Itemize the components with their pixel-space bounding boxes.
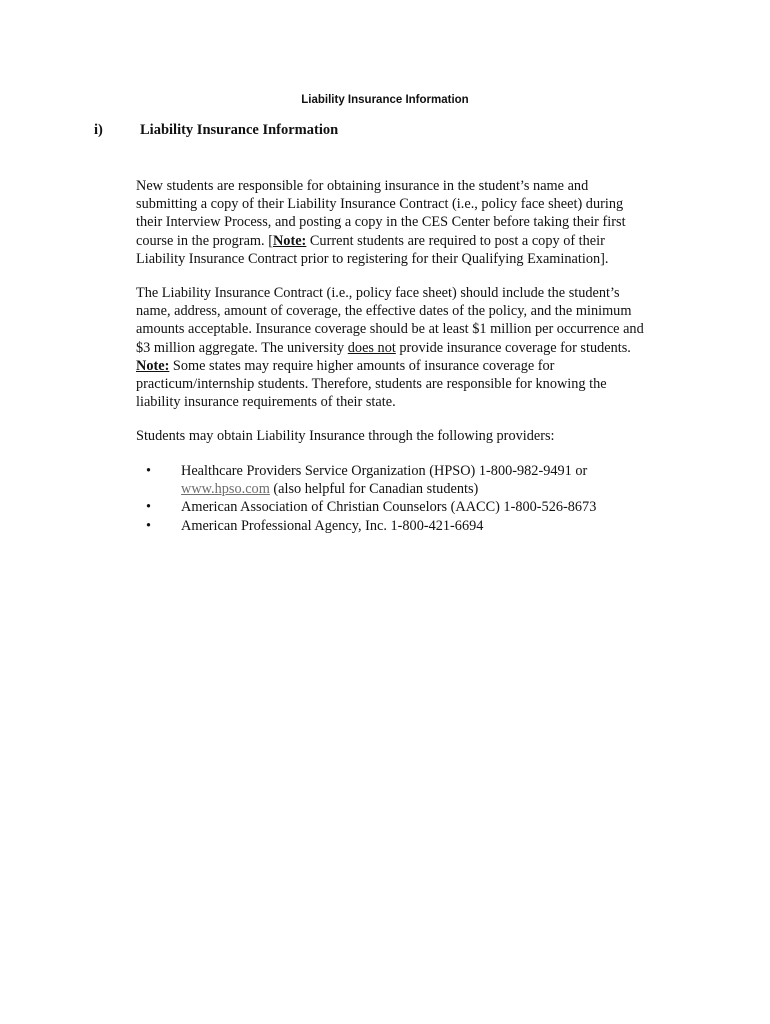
- bullet-icon: •: [146, 517, 152, 534]
- paragraph-line: their Interview Process, and posting a copy in the CES Center before taking their first: [136, 214, 626, 231]
- provider-list: [136, 462, 596, 535]
- paragraph-new-students: [136, 177, 696, 268]
- paragraph-line: [136, 232, 696, 250]
- text-fragment: Some states may require higher amounts of insurance coverage for: [169, 357, 555, 374]
- note-label: Note:: [136, 357, 170, 374]
- paragraph-line: The Liability Insurance Contract (i.e., policy face sheet) should include the student’s: [136, 285, 620, 301]
- text-fragment: Current students are required to post a copy of their: [306, 232, 605, 249]
- paragraph-line: submitting a copy of their Liability Insurance Contract (i.e., policy face sheet) during: [136, 196, 624, 213]
- paragraph-line: New students are responsible for obtaining insurance in the student’s name and: [136, 178, 589, 194]
- paragraph-line: Students may obtain Liability Insurance through the following providers:: [136, 428, 555, 444]
- note-label: Note:: [272, 232, 307, 249]
- list-item: [136, 498, 596, 516]
- text-fragment: (also helpful for Canadian students): [269, 481, 479, 498]
- provider-line: [181, 480, 596, 498]
- section-title: Liability Insurance Information: [140, 122, 339, 138]
- paragraph-line: practicum/internship students. Therefore, students are responsible for knowing the: [136, 376, 607, 393]
- section-number: i): [94, 122, 103, 138]
- provider-name: American Professional Agency, Inc. 1-800-421-6694: [181, 517, 484, 534]
- paragraph-line: amounts acceptable. Insurance coverage should be at least $1 million per occurrence and: [136, 321, 644, 338]
- page-header-title: Liability Insurance Information: [301, 94, 469, 106]
- paragraph-line: liability insurance requirements of their state.: [136, 394, 396, 411]
- emphasis-does-not: does not: [347, 339, 396, 356]
- hpso-link[interactable]: www.hpso.com: [181, 481, 270, 498]
- text-fragment: course in the program. [: [136, 232, 273, 249]
- bullet-icon: •: [146, 499, 152, 516]
- bullet-icon: •: [146, 463, 152, 479]
- text-fragment: provide insurance coverage for students.: [395, 339, 631, 356]
- paragraph-contract-requirements: [136, 284, 696, 411]
- paragraph-providers-intro: [136, 427, 696, 445]
- provider-name: Healthcare Providers Service Organization (HPSO) 1-800-982-9491 or: [181, 463, 588, 479]
- paragraph-line: Liability Insurance Contract prior to registering for their Qualifying Examination].: [136, 250, 609, 267]
- paragraph-line: [136, 357, 696, 375]
- paragraph-line: name, address, amount of coverage, the effective dates of the policy, and the minimum: [136, 303, 632, 320]
- paragraph-line: [136, 339, 696, 357]
- provider-name: American Association of Christian Counselors (AACC) 1-800-526-8673: [181, 499, 597, 516]
- text-fragment: $3 million aggregate. The university: [136, 339, 348, 356]
- list-item: [136, 517, 596, 535]
- list-item: [136, 462, 596, 498]
